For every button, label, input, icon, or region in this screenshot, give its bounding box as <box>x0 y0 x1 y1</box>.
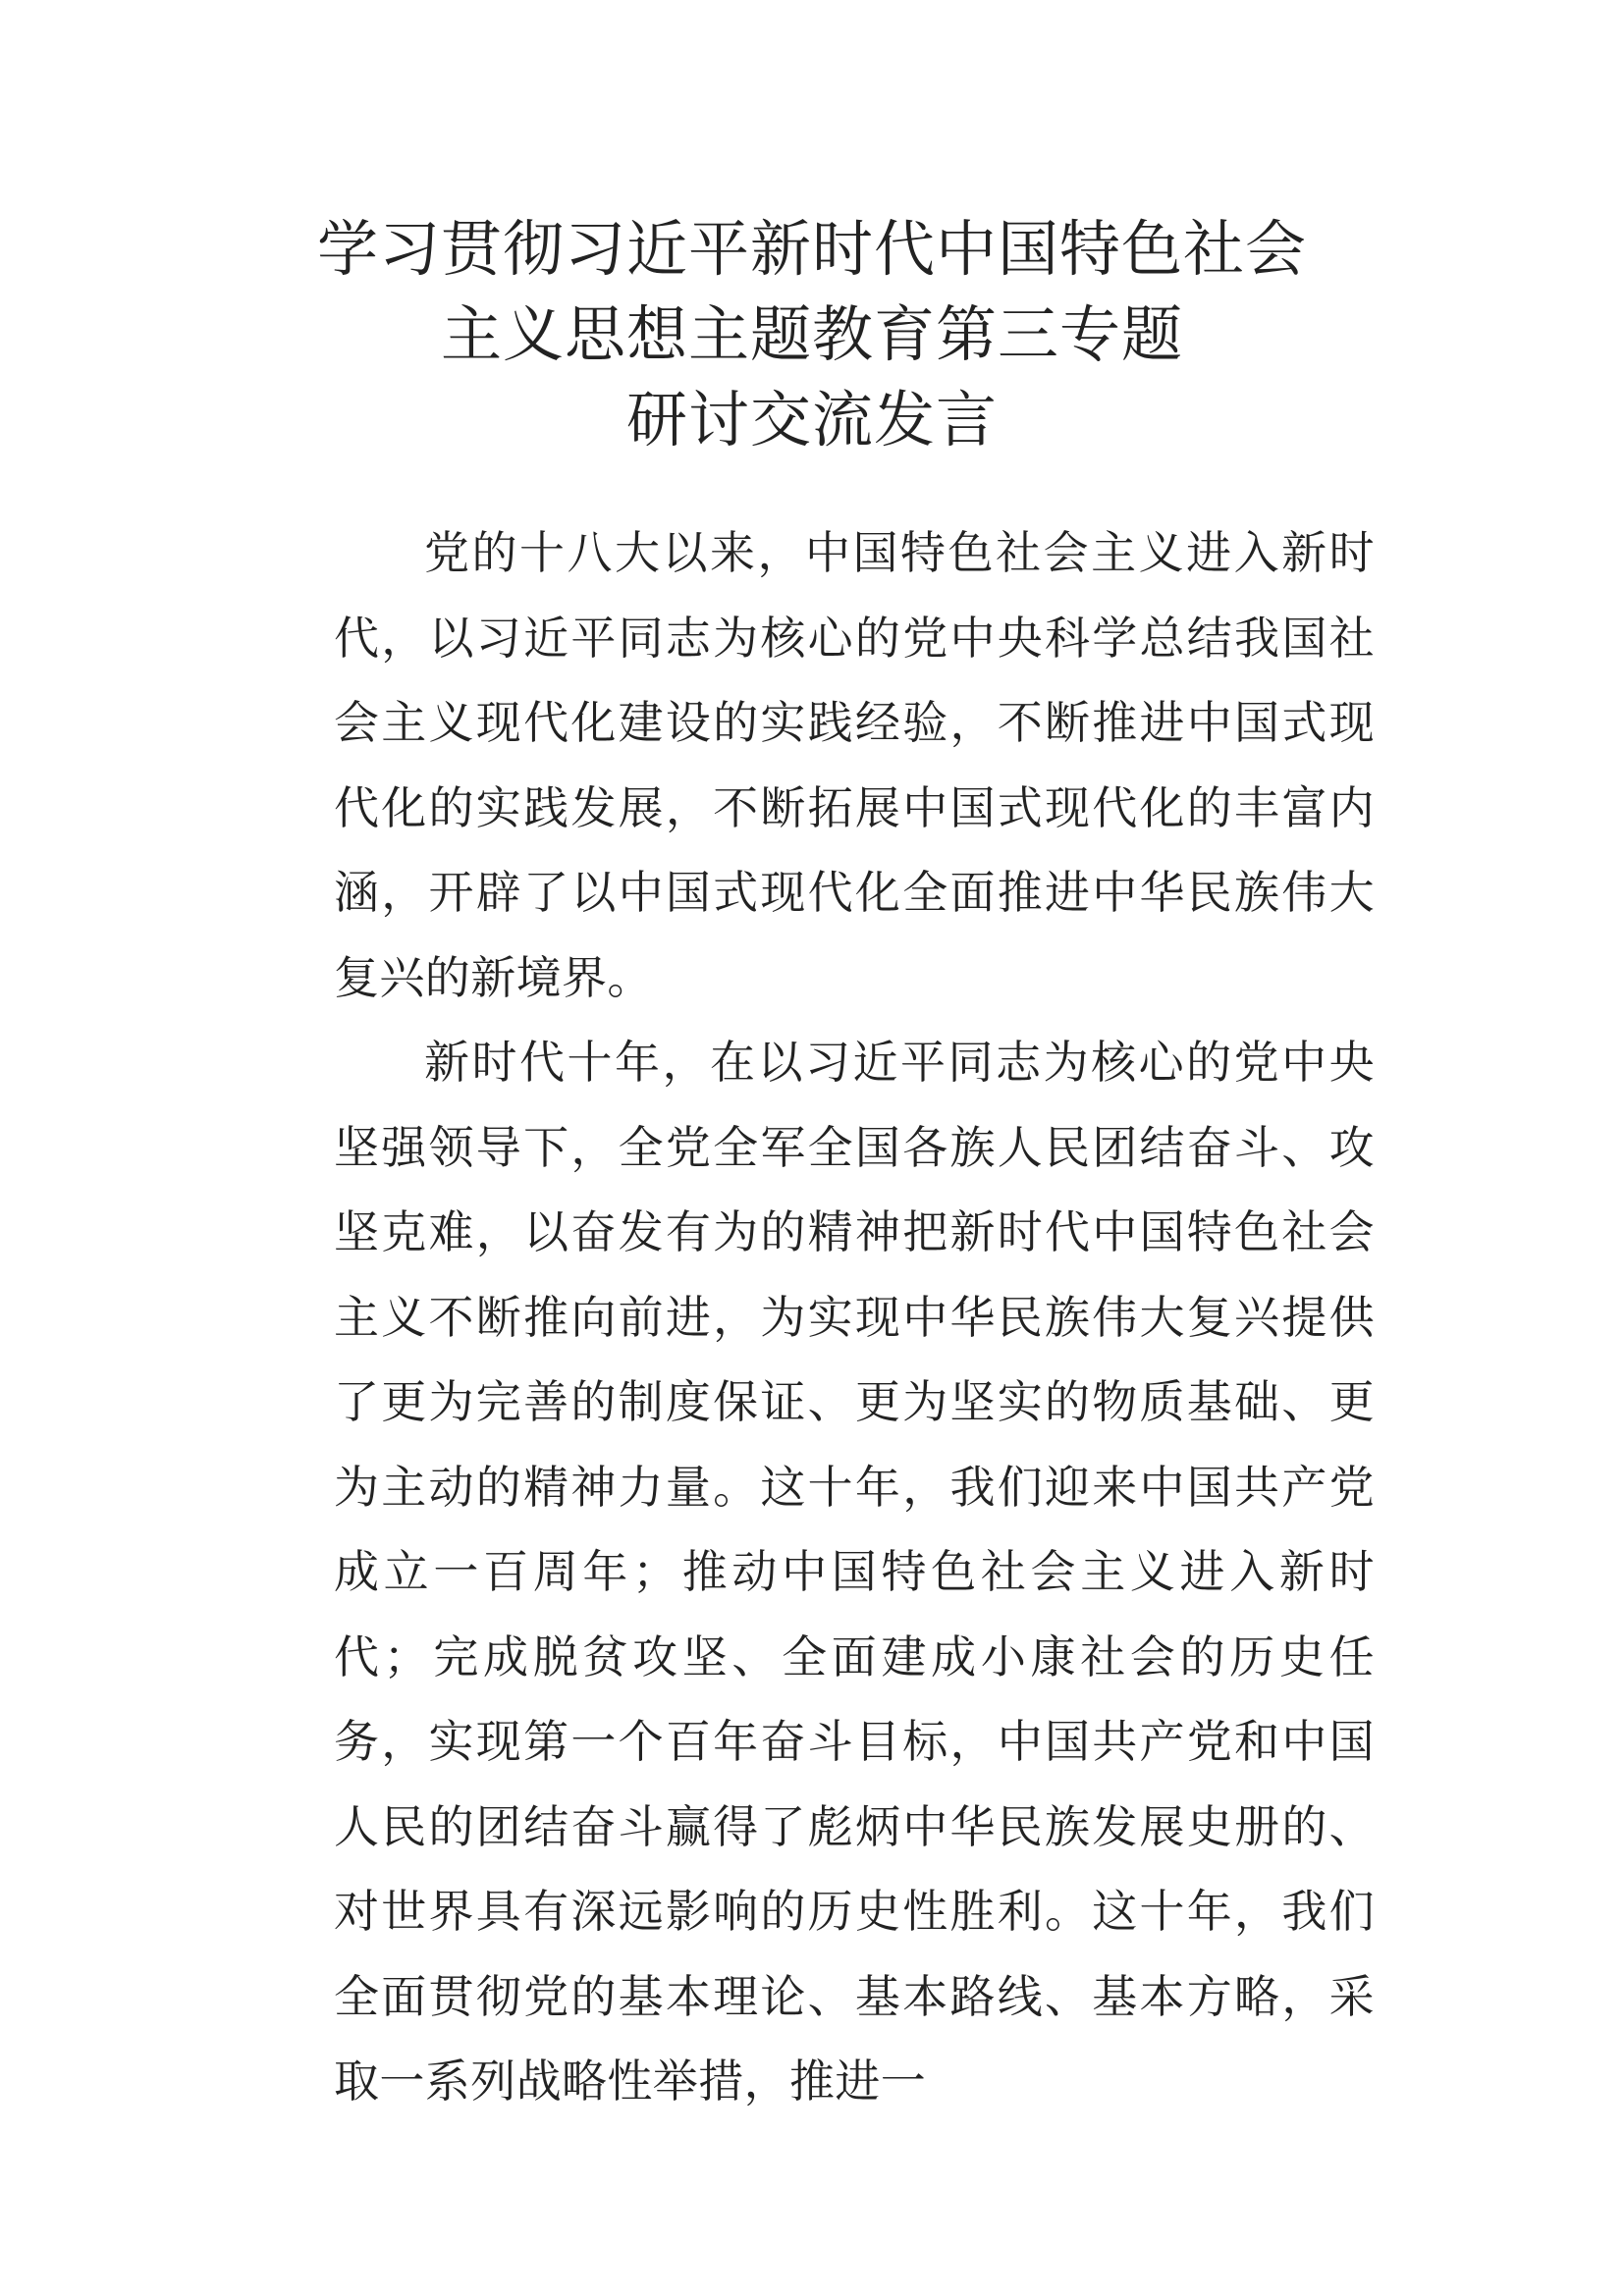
title-line-3: 研讨交流发言 <box>625 384 998 455</box>
paragraph-2: 新时代十年，在以习近平同志为核心的党中央坚强领导下，全党全军全国各族人民团结奋斗、攻坚克难，以奋发有为的精神把新时代中国特色社会主义不断推向前进，为实现中华民族伟大复兴提供了更为完善的制度保证、更为坚实的物质基础、更为主动的精神力量。这十年，我们迎来中国共产党成立一百周年；推动中国特色社会主义进入新时代；完成脱贫攻坚、全面建成小康社会的历史任务，实现第一个百年奋斗目标，中国共产党和中国人民的团结奋斗赢得了彪炳中华民族发展史册的、对世界具有深远影响的历史性胜利。这十年，我们全面贯彻党的基本理论、基本路线、基本方略，采取一系列战略性举措，推进一 <box>334 1036 1375 2108</box>
title-line-1: 学习贯彻习近平新时代中国特色社会 <box>316 213 1307 285</box>
paragraph-1: 党的十八大以来，中国特色社会主义进入新时代，以习近平同志为核心的党中央科学总结我国社会主义现代化建设的实践经验，不断推进中国式现代化的实践发展，不断拓展中国式现代化的丰富内涵，开辟了以中国式现代化全面推进中华民族伟大复兴的新境界。 <box>334 526 1375 1004</box>
document-title <box>295 206 1329 462</box>
document-body <box>334 510 1375 2124</box>
title-line-2: 主义思想主题教育第三专题 <box>440 298 1183 370</box>
